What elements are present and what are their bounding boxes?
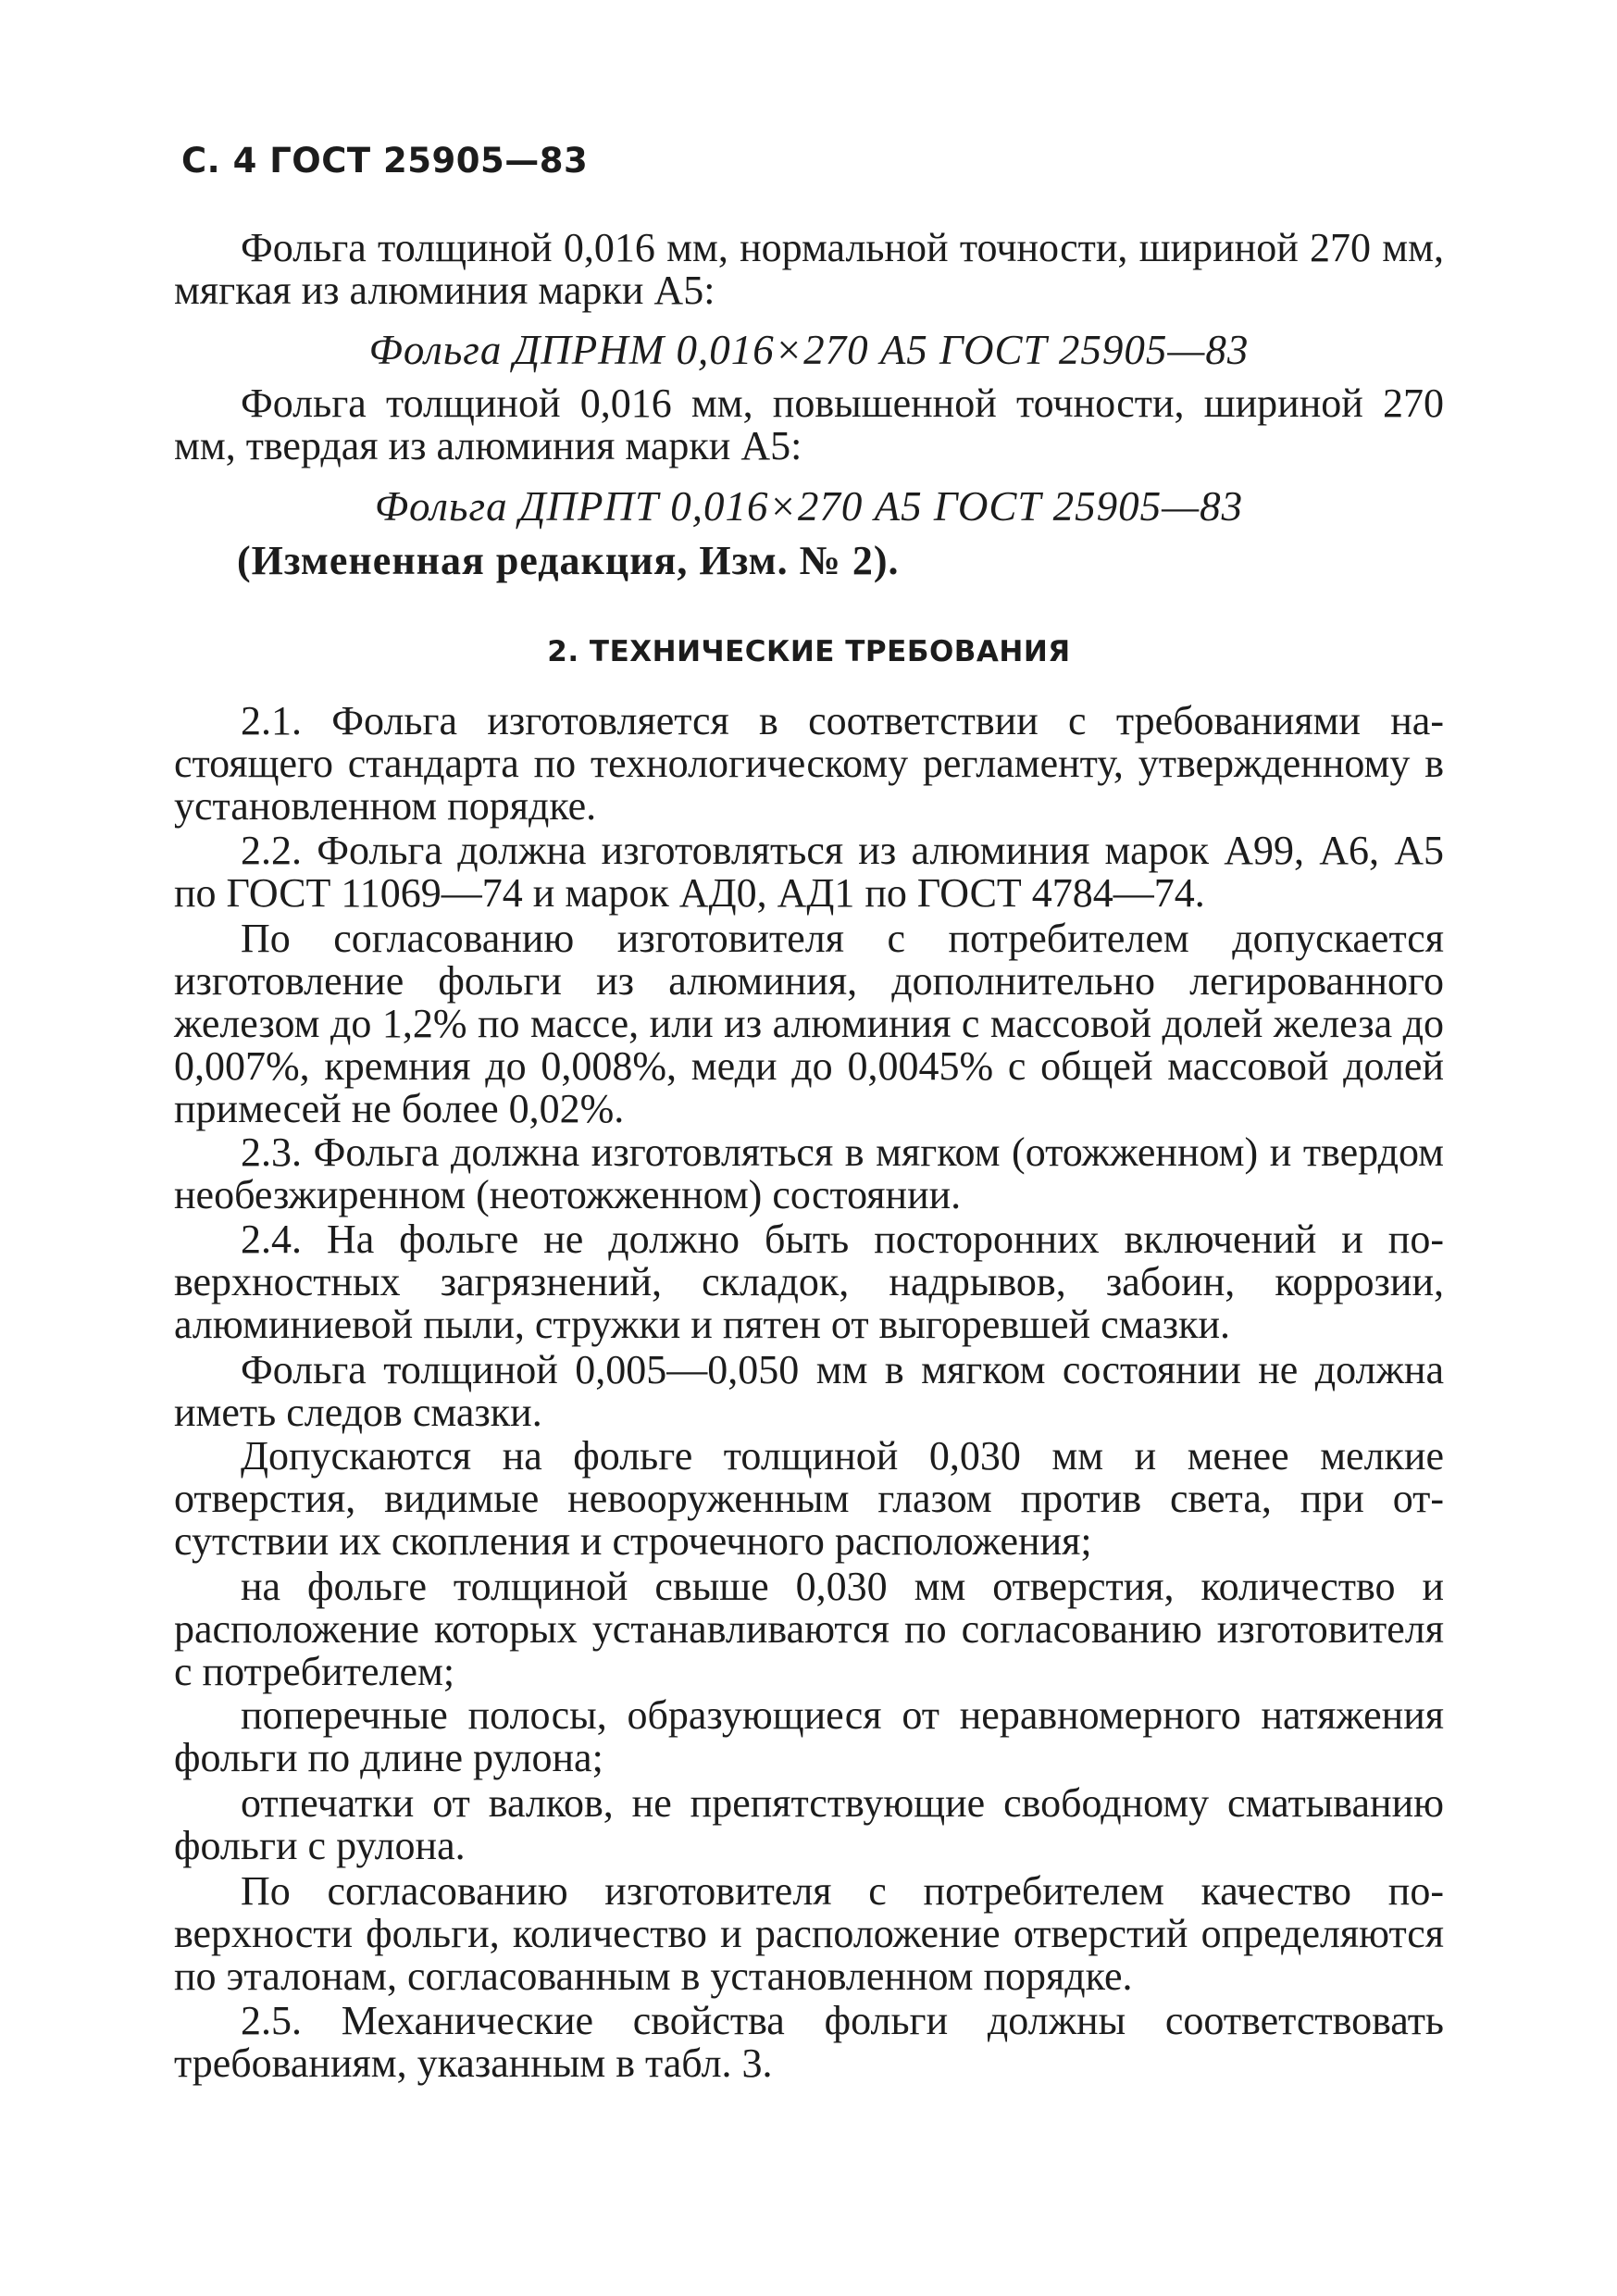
- example-1-description: Фольга толщиной 0,016 мм, нормальной точности, шириной 270 мм, мягкая из алюминия марки А5:: [174, 225, 1444, 313]
- example-2-designation: Фольга ДПРПТ 0,016×270 А5 ГОСТ 25905—83: [374, 483, 1244, 530]
- paragraph-2-1: 2.1. Фольга изготовляется в соответствии с требованиями настоящего стандарта по технологическому регламенту, утвержденному в установленном порядке.: [174, 698, 1444, 829]
- paragraph-2-4: 2.4. На фольге не должно быть посторонних включений и поверхностных загрязнений, складок, надрывов, забоин, коррозии, алюминиевой пыли, стружки и пятен от выгоревшей смазки.: [174, 1217, 1444, 1347]
- paragraph-quality-standards: По согласованию изготовителя с потребителем качество поверхности фольги, количество и расположение отверстий определяются по эталонам, согласованным в установленном порядке.: [174, 1868, 1444, 1999]
- paragraph-roll-marks: отпечатки от валков, не препятствующие свободному сматыванию фольги с рулона.: [174, 1780, 1444, 1868]
- paragraph-holes-allowed: Допускаются на фольге толщиной 0,030 мм и менее мелкие отверстия, видимые невооруженным глазом против света, при отсутствии их скопления и строчечного расположения;: [174, 1433, 1444, 1564]
- paragraph-stripes: поперечные полосы, образующиеся от неравномерного натяжения фольги по длине рулона;: [174, 1692, 1444, 1780]
- page-header: С. 4 ГОСТ 25905—83: [181, 141, 589, 181]
- section-title: 2. ТЕХНИЧЕСКИЕ ТРЕБОВАНИЯ: [547, 635, 1071, 668]
- paragraph-agreement-alloy: По согласованию изготовителя с потребителем допускается изготовление фольги из алюминия, дополнительно легированного железом до 1,2% по массе, или из алюминия с массовой долей железа до 0,007%, кремния до 0,008%, меди до 0,0045% с общей массовой долей примесей не более 0,02%.: [174, 916, 1444, 1131]
- change-note: (Измененная редакция, Изм. № 2).: [237, 538, 900, 583]
- example-2-description: Фольга толщиной 0,016 мм, повышенной точности, шириной 270 мм, твердая из алюминия марки А5:: [174, 381, 1444, 468]
- paragraph-no-grease: Фольга толщиной 0,005—0,050 мм в мягком состоянии не должна иметь следов смазки.: [174, 1347, 1444, 1435]
- paragraph-holes-thick: на фольге толщиной свыше 0,030 мм отверстия, количество и расположение которых устанавливаются по согласованию изготовителя с потребителем;: [174, 1564, 1444, 1694]
- paragraph-2-2: 2.2. Фольга должна изготовляться из алюминия марок А99, А6, А5 по ГОСТ 11069—74 и марок АД0, АД1 по ГОСТ 4784—74.: [174, 828, 1444, 916]
- paragraph-2-5: 2.5. Механические свойства фольги должны соответствовать требованиям, указанным в табл. 3.: [174, 1998, 1444, 2086]
- example-1-designation: Фольга ДПРНМ 0,016×270 А5 ГОСТ 25905—83: [368, 327, 1250, 373]
- paragraph-2-3: 2.3. Фольга должна изготовляться в мягком (отожженном) и твердом необезжиренном (неотожженном) состоянии.: [174, 1129, 1444, 1217]
